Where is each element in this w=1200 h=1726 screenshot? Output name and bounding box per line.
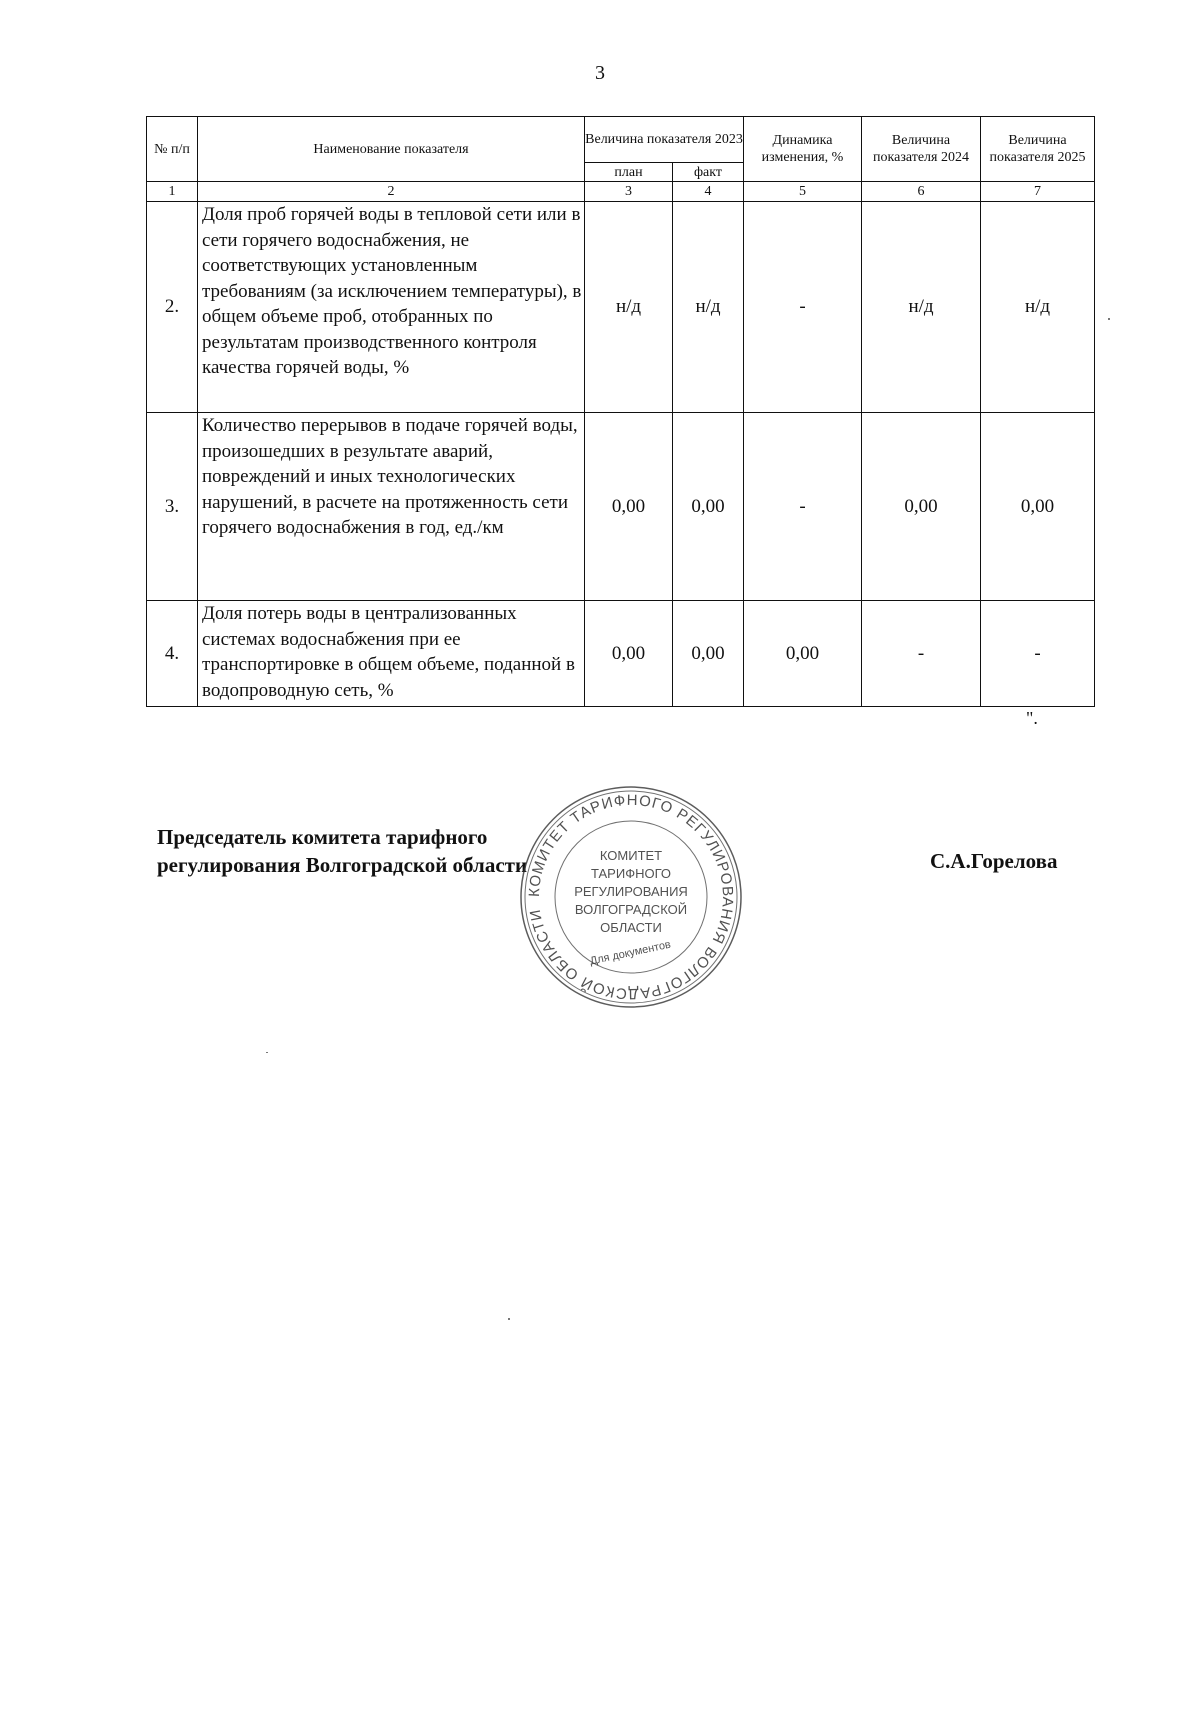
indicators-table	[146, 116, 1095, 707]
signature-title-line: регулирования Волгоградской области	[157, 853, 528, 877]
table-row	[147, 601, 1095, 707]
value-2025: н/д	[981, 202, 1095, 413]
header-value-2024: Величина показателя 2024	[862, 117, 981, 182]
header-plan: план	[585, 163, 673, 182]
table-row	[147, 413, 1095, 601]
header-num: № п/п	[147, 117, 198, 182]
column-number: 7	[981, 182, 1095, 202]
row-number: 3.	[147, 413, 198, 601]
column-number: 1	[147, 182, 198, 202]
dynamics-value: 0,00	[744, 601, 862, 707]
indicator-name: Доля проб горячей воды в тепловой сети или в сети горячего водоснабжения, не соответствующих установленным требованиям (за исключением температуры), в общем объеме проб, отобранных по результатам производственного контроля качества горячей воды, %	[198, 202, 585, 413]
row-number: 2.	[147, 202, 198, 413]
dynamics-value: -	[744, 413, 862, 601]
value-2024: н/д	[862, 202, 981, 413]
indicator-name: Доля потерь воды в централизованных системах водоснабжения при ее транспортировке в общем объеме, поданной в водопроводную сеть, %	[198, 601, 585, 707]
official-stamp	[516, 782, 746, 1012]
header-value-2023: Величина показателя 2023	[585, 117, 744, 163]
table-row	[147, 202, 1095, 413]
plan-value: н/д	[585, 202, 673, 413]
column-number: 3	[585, 182, 673, 202]
closing-quote: ".	[1026, 708, 1038, 728]
stamp-inner-line: КОМИТЕТ	[599, 848, 663, 863]
indicator-name: Количество перерывов в подаче горячей воды, произошедших в результате аварий, повреждений и иных технологических нарушений, в расчете на протяженность сети горячего водоснабжения в год, ед./км	[198, 413, 585, 601]
scan-speck	[508, 1318, 510, 1320]
column-number: 4	[673, 182, 744, 202]
scan-speck	[266, 1052, 268, 1053]
stamp-outer-text: КОМИТЕТ ТАРИФНОГО РЕГУЛИРОВАНИЯ ВОЛГОГРАДСКОЙ ОБЛАСТИ	[525, 791, 737, 1003]
signer-name: С.А.Горелова	[930, 849, 1058, 873]
page-number: 3	[595, 62, 605, 84]
plan-value: 0,00	[585, 601, 673, 707]
header-fact: факт	[673, 163, 744, 182]
stamp-bottom-text: Для документов	[588, 938, 672, 968]
fact-value: 0,00	[673, 601, 744, 707]
scan-speck	[1108, 318, 1110, 320]
fact-value: 0,00	[673, 413, 744, 601]
stamp-inner-line: РЕГУЛИРОВАНИЯ	[574, 884, 688, 899]
signature-title-line: Председатель комитета тарифного	[157, 825, 488, 849]
value-2025: -	[981, 601, 1095, 707]
value-2024: 0,00	[862, 413, 981, 601]
value-2024: -	[862, 601, 981, 707]
fact-value: н/д	[673, 202, 744, 413]
header-value-2025: Величина показателя 2025	[981, 117, 1095, 182]
stamp-inner-line: ТАРИФНОГО	[591, 866, 671, 881]
stamp-inner-line: ОБЛАСТИ	[600, 920, 662, 935]
column-number: 5	[744, 182, 862, 202]
row-number: 4.	[147, 601, 198, 707]
header-dynamics: Динамика изменения, %	[744, 117, 862, 182]
stamp-inner-line: ВОЛГОГРАДСКОЙ	[574, 902, 688, 917]
signature-title	[157, 823, 527, 879]
value-2025: 0,00	[981, 413, 1095, 601]
header-name: Наименование показателя	[198, 117, 585, 182]
header-row-top	[147, 117, 1095, 163]
column-number: 6	[862, 182, 981, 202]
plan-value: 0,00	[585, 413, 673, 601]
dynamics-value: -	[744, 202, 862, 413]
column-number: 2	[198, 182, 585, 202]
column-numbers-row	[147, 182, 1095, 202]
